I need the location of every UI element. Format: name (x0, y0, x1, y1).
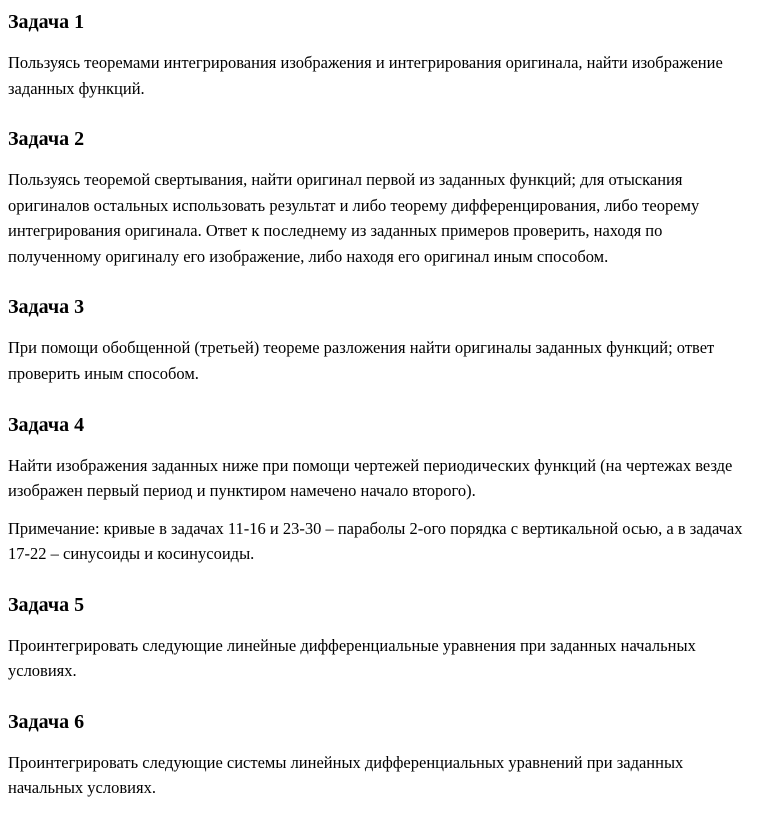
task-section-5 (8, 593, 749, 684)
task-section-4 (8, 413, 749, 567)
task-6-heading: Задача 6 (8, 710, 85, 733)
task-4-note-paragraph: Примечание: кривые в задачах 11-16 и 23-30 – параболы 2-ого порядка с вертикальной осью, а в задачах 17-22 – синусоиды и косинусоиды. (8, 518, 743, 564)
task-section-6 (8, 710, 749, 801)
task-section-2 (8, 127, 749, 269)
task-4-heading: Задача 4 (8, 413, 85, 436)
task-2-paragraph: Пользуясь теоремой свертывания, найти оригинал первой из заданных функций; для отыскания оригиналов остальных использовать результат и либо теорему дифференцирования, либо теорему интегрирования оригинала. Ответ к последнему из заданных примеров проверить, находя по полученному оригиналу его изображение, либо находя его оригинал иным способом. (8, 170, 700, 266)
task-2-heading: Задача 2 (8, 128, 85, 151)
task-1-paragraph: Пользуясь теоремами интегрирования изображения и интегрирования оригинала, найти изображение заданных функций. (8, 53, 723, 98)
task-section-3 (8, 295, 749, 386)
task-5-paragraph: Проинтегрировать следующие линейные дифференциальные уравнения при заданных начальных условиях. (8, 635, 696, 681)
task-3-paragraph: При помощи обобщенной (третьей) теореме разложения найти оригиналы заданных функций; ответ проверить иным способом. (8, 338, 715, 383)
task-section-1 (8, 10, 749, 101)
task-6-paragraph: Проинтегрировать следующие системы линейных дифференциальных уравнений при заданных начальных условиях. (8, 752, 684, 798)
task-5-heading: Задача 5 (8, 593, 85, 616)
task-3-heading: Задача 3 (8, 296, 85, 319)
task-4-paragraph: Найти изображения заданных ниже при помощи чертежей периодических функций (на чертежах везде изображен первый период и пунктиром намечено начало второго). (8, 455, 733, 501)
task-1-heading: Задача 1 (8, 11, 85, 33)
